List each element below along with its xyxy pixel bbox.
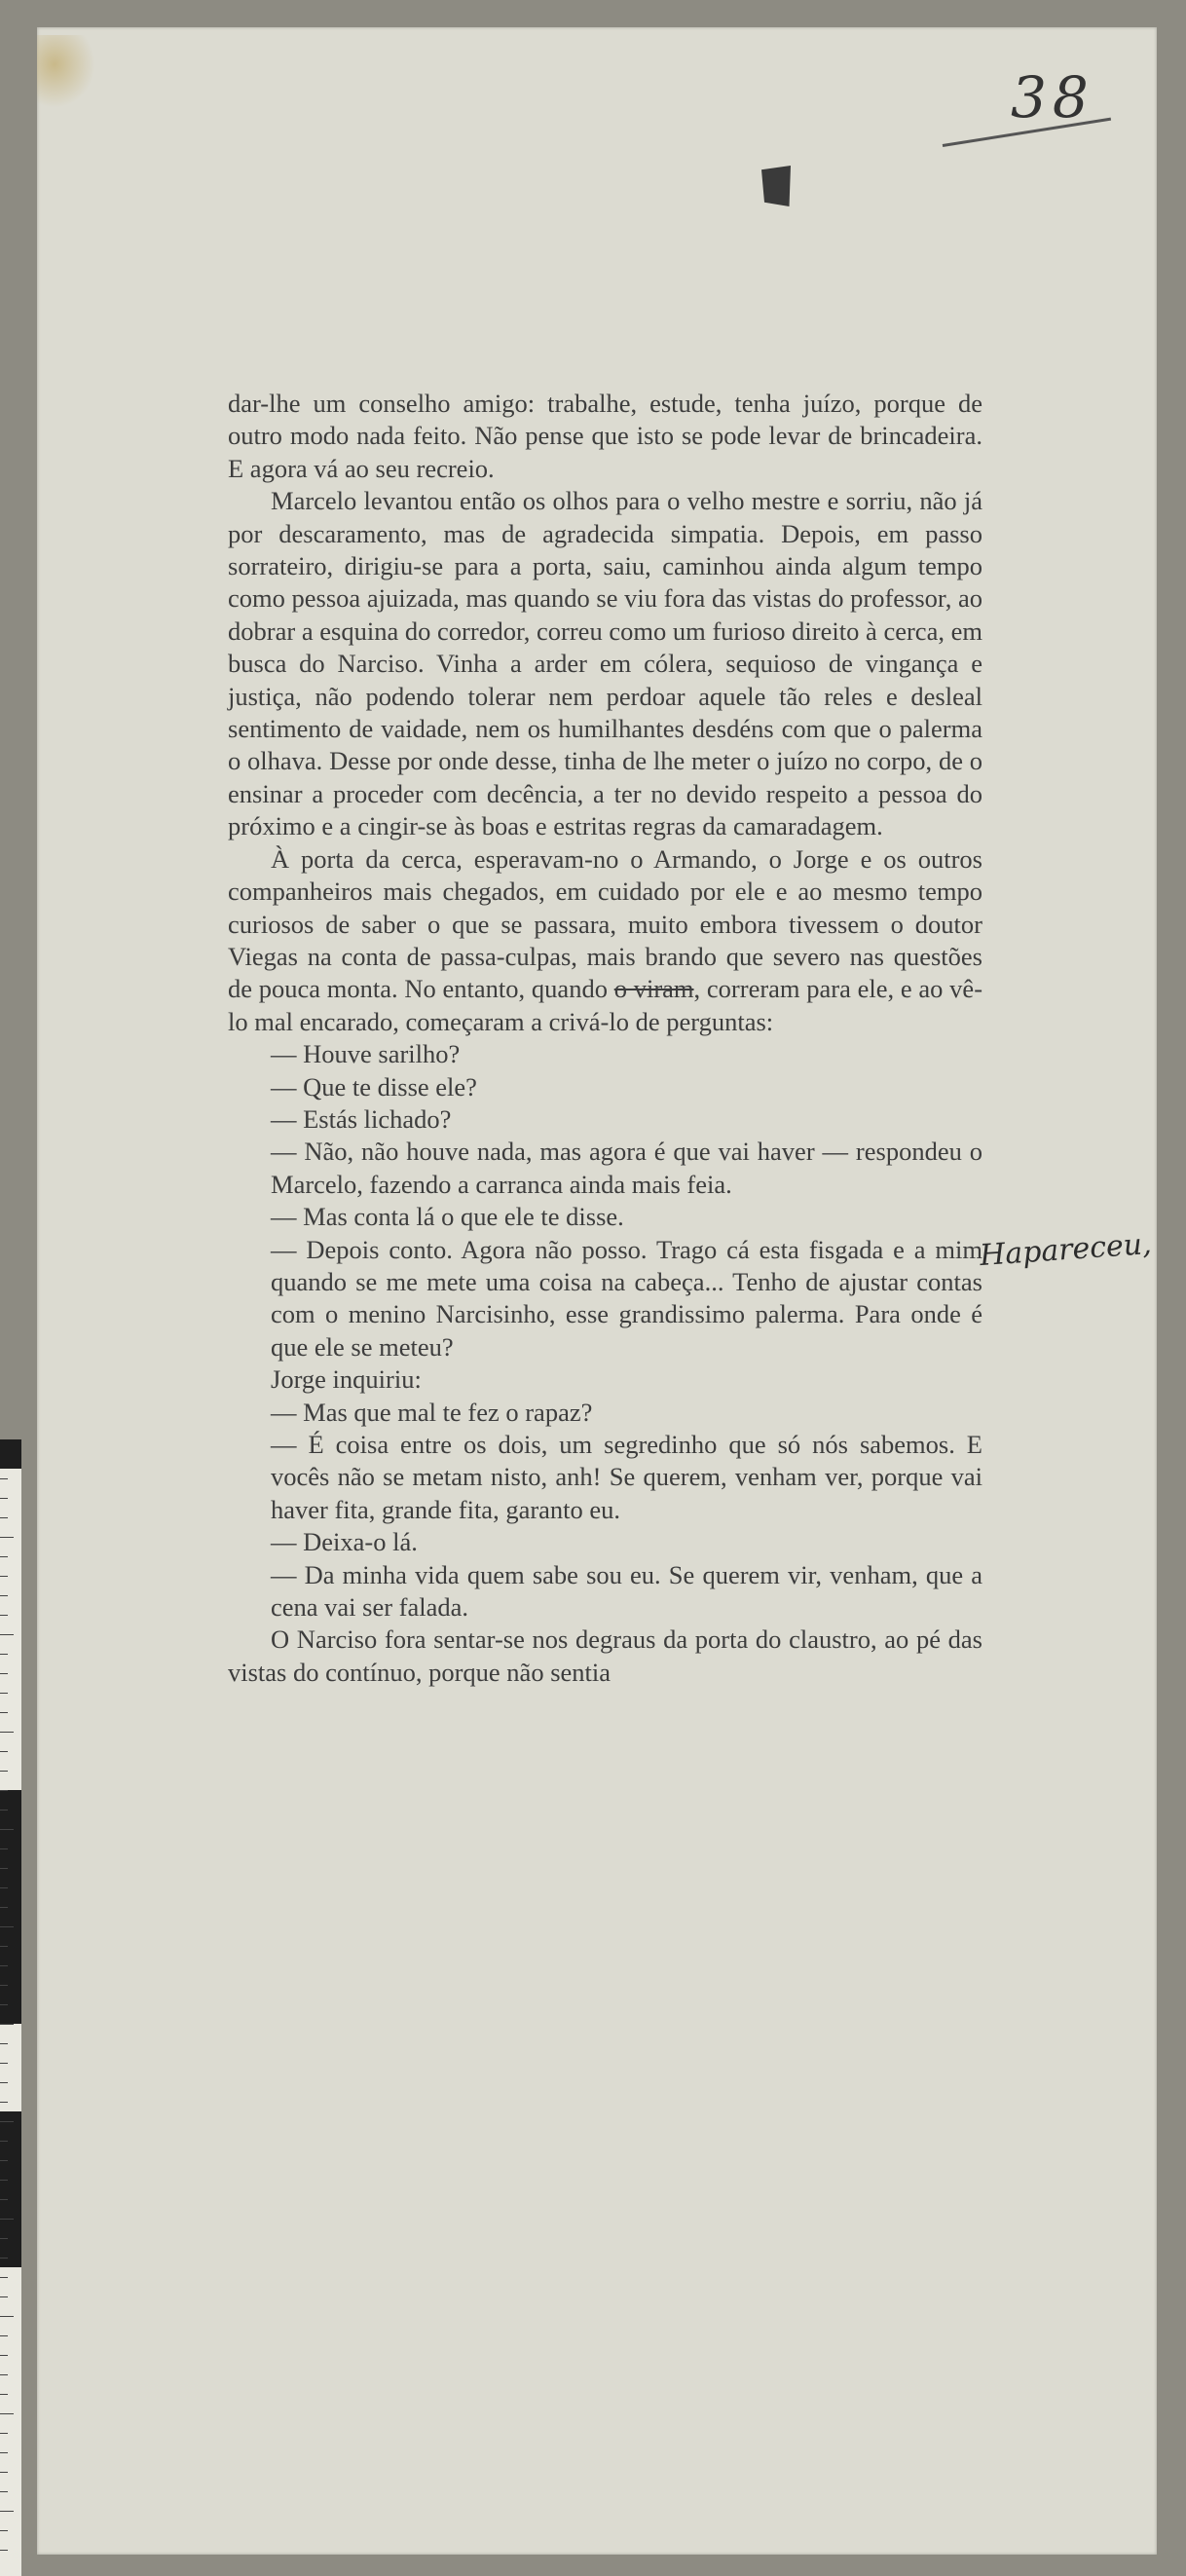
dialogue-line: — Depois conto. Agora não posso. Trago cá esta fisgada e a mim quando se me mete uma coisa na cabeça... Tenho de ajustar contas com o menino Narcisinho, esse grandissimo palerma. Para onde é que ele se meteu? — [271, 1234, 982, 1362]
ruler-tick — [0, 2219, 14, 2220]
ruler-tick — [0, 1771, 8, 1772]
ruler-tick — [0, 2394, 8, 2395]
document-page — [37, 27, 1157, 2555]
handwritten-margin-note: Hapareceu, — [978, 1226, 1153, 1274]
ruler-tick — [0, 2102, 8, 2103]
ruler-tick — [0, 1595, 8, 1596]
page-number: 38 — [1011, 64, 1094, 131]
ruler-tick — [0, 2180, 8, 2181]
ruler-tick — [0, 1926, 14, 1927]
paragraph: dar-lhe um conselho amigo: trabalhe, estude, tenha juízo, porque de outro modo nada feito. Não pense que isto se pode levar de brincadeira. E agora vá ao seu recreio. — [228, 389, 982, 483]
ruler-tick — [0, 1478, 8, 1479]
paragraph-text: , correram para ele, e ao vê-lo mal encarado, começaram a crivá-lo de perguntas: — [228, 974, 983, 1036]
ruler-tick — [0, 2043, 8, 2044]
struck-text: o viram — [613, 974, 694, 1004]
ruler-tick — [0, 1810, 8, 1811]
dialogue-line: — Da minha vida quem sabe sou eu. Se querem vir, venham, que a cena vai ser falada. — [271, 1559, 982, 1623]
ruler-tick — [0, 2258, 8, 2259]
ruler-tick — [0, 1848, 8, 1849]
ruler-tick — [0, 1946, 8, 1947]
ruler-tick — [0, 2024, 14, 2025]
ruler-tick — [0, 1576, 8, 1577]
paper-stain — [37, 35, 95, 108]
ruler-tick — [0, 2004, 8, 2005]
dialogue-line: — Mas conta lá o que ele te disse. — [271, 1202, 624, 1232]
ruler-tick — [0, 1537, 14, 1538]
ruler-tick — [0, 1556, 8, 1557]
ruler-tick — [0, 2491, 8, 2492]
ruler-tick — [0, 1517, 8, 1518]
ruler-tick — [0, 1673, 8, 1674]
ruler-tick — [0, 1868, 8, 1869]
ruler-tick — [0, 1712, 8, 1713]
ruler-tick — [0, 1732, 14, 1733]
paragraph: O Narciso fora sentar-se nos degraus da porta do claustro, ao pé das vistas do contínuo, porque não sentia — [228, 1624, 982, 1687]
ruler-tick — [0, 2063, 8, 2064]
paragraph — [228, 843, 982, 1038]
ruler-tick — [0, 2374, 8, 2375]
body-text — [228, 388, 982, 1689]
ruler-tick — [0, 1887, 8, 1888]
ruler-segment — [0, 1439, 21, 1469]
ruler-tick — [0, 2316, 14, 2317]
dialogue-line: — Não, não houve nada, mas agora é que vai haver — respondeu o Marcelo, fazendo a carranca ainda mais feia. — [271, 1137, 982, 1199]
ruler-tick — [0, 2199, 8, 2200]
dialogue-line: — É coisa entre os dois, um segredinho que só nós sabemos. E vocês não se metam nisto, anh! Se querem, venham ver, porque vai haver fita, grande fita, garanto eu. — [271, 1430, 982, 1524]
dialogue-line: — Que te disse ele? — [271, 1071, 477, 1101]
ruler-tick — [0, 1907, 8, 1908]
paragraph-text: À porta da cerca, esperavam-no o Armando, o Jorge e os outros companheiros mais chegados, em cuidado por ele e ao mesmo tempo curiosos de saber o que se passara, muito embora tivessem o doutor Viegas na conta de passa-culpas, mais brando que severo nas questões de pouca monta. No entanto, quando — [228, 843, 982, 1004]
dialogue-line: — Mas que mal te fez o rapaz? — [271, 1397, 593, 1427]
ruler-tick — [0, 2452, 8, 2453]
ruler-tick — [0, 2335, 8, 2336]
ruler-tick — [0, 1615, 8, 1616]
ruler-tick — [0, 2082, 8, 2083]
ruler-tick — [0, 2121, 14, 2122]
dialogue-line: — Estás lichado? — [271, 1103, 452, 1134]
ruler-tick — [0, 1634, 14, 1635]
ruler-tick — [0, 2550, 8, 2551]
ruler-tick — [0, 2296, 8, 2297]
ruler-tick — [0, 2160, 8, 2161]
ruler-tick — [0, 2238, 8, 2239]
ruler-segment — [0, 2111, 21, 2267]
ruler-tick — [0, 1829, 14, 1830]
ruler-tick — [0, 2530, 8, 2531]
paragraph: Marcelo levantou então os olhos para o velho mestre e sorriu, não já por descaramento, mas de agradecida simpatia. Depois, em passo sorrateiro, dirigiu-se para a porta, saiu, caminhou ainda algum tempo como pessoa ajuizada, mas quando se viu fora das vistas do professor, ao dobrar a esquina do corredor, correu como um furioso direito à cerca, em busca do Narciso. Vinha a arder em cólera, sequioso de vingança e justiça, não podendo tolerar nem perdoar aquele tão reles e desleal sentimento de vaidade, nem os humilhantes desdéns com que o palerma o olhava. Desse por onde desse, tinha de lhe meter o juízo no corpo, de o ensinar a proceder com decência, a ter no devido respeito a pessoa do próximo e a cingir-se às boas e estritas regras da camaradagem. — [228, 486, 982, 841]
ruler-tick — [0, 2141, 8, 2142]
ruler-tick — [0, 2511, 14, 2512]
ruler-tick — [0, 1751, 8, 1752]
ruler-tick — [0, 2277, 8, 2278]
measurement-ruler — [0, 1439, 21, 2576]
ruler-tick — [0, 2433, 8, 2434]
ruler-tick — [0, 2472, 8, 2473]
ruler-tick — [0, 1790, 8, 1791]
ruler-tick — [0, 1498, 8, 1499]
paragraph: Jorge inquiriu: — [271, 1364, 422, 1395]
dialogue-line: — Deixa-o lá. — [271, 1527, 418, 1557]
tape-mark — [761, 166, 791, 206]
ruler-tick — [0, 1693, 8, 1694]
dialogue-line: — Houve sarilho? — [271, 1039, 461, 1069]
ruler-tick — [0, 1654, 8, 1655]
ruler-tick — [0, 1965, 8, 1966]
ruler-tick — [0, 1985, 8, 1986]
ruler-tick — [0, 2413, 14, 2414]
ruler-tick — [0, 2355, 8, 2356]
